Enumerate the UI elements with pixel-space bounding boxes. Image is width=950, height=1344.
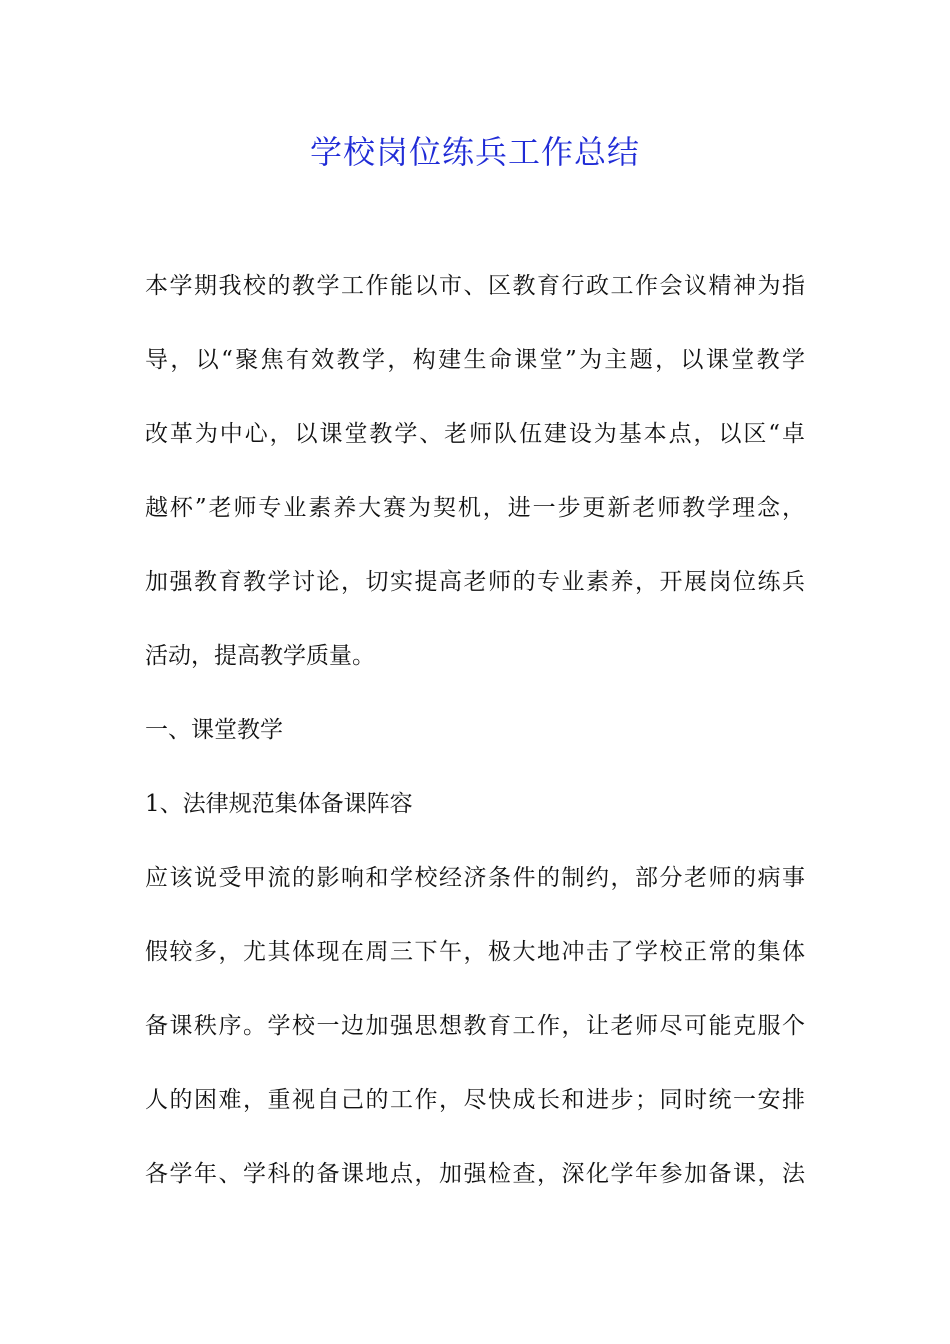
paragraph-line: 假较多，尤其体现在周三下午，极大地冲击了学校正常的集体 bbox=[145, 939, 805, 965]
paragraph-line: 越杯”老师专业素养大赛为契机，进一步更新老师教学理念， bbox=[145, 495, 805, 521]
document-title: 学校岗位练兵工作总结 bbox=[309, 133, 640, 171]
subsection-heading: 1、法律规范集体备课阵容 bbox=[145, 791, 413, 817]
paragraph-line: 导，以“聚焦有效教学，构建生命课堂”为主题，以课堂教学 bbox=[145, 347, 805, 373]
paragraph-line: 应该说受甲流的影响和学校经济条件的制约，部分老师的病事 bbox=[145, 865, 805, 891]
paragraph-line: 本学期我校的教学工作能以市、区教育行政工作会议精神为指 bbox=[145, 273, 805, 299]
paragraph-line: 各学年、学科的备课地点，加强检查，深化学年参加备课，法 bbox=[145, 1161, 805, 1187]
section-heading: 一、课堂教学 bbox=[145, 717, 283, 743]
paragraph-line: 活动，提高教学质量。 bbox=[145, 643, 375, 669]
paragraph-line: 人的困难，重视自己的工作，尽快成长和进步；同时统一安排 bbox=[145, 1087, 805, 1113]
paragraph-line: 备课秩序。学校一边加强思想教育工作，让老师尽可能克服个 bbox=[145, 1013, 805, 1039]
paragraph-line: 改革为中心，以课堂教学、老师队伍建设为基本点，以区“卓 bbox=[145, 421, 805, 447]
paragraph-line: 加强教育教学讨论，切实提高老师的专业素养，开展岗位练兵 bbox=[145, 569, 805, 595]
